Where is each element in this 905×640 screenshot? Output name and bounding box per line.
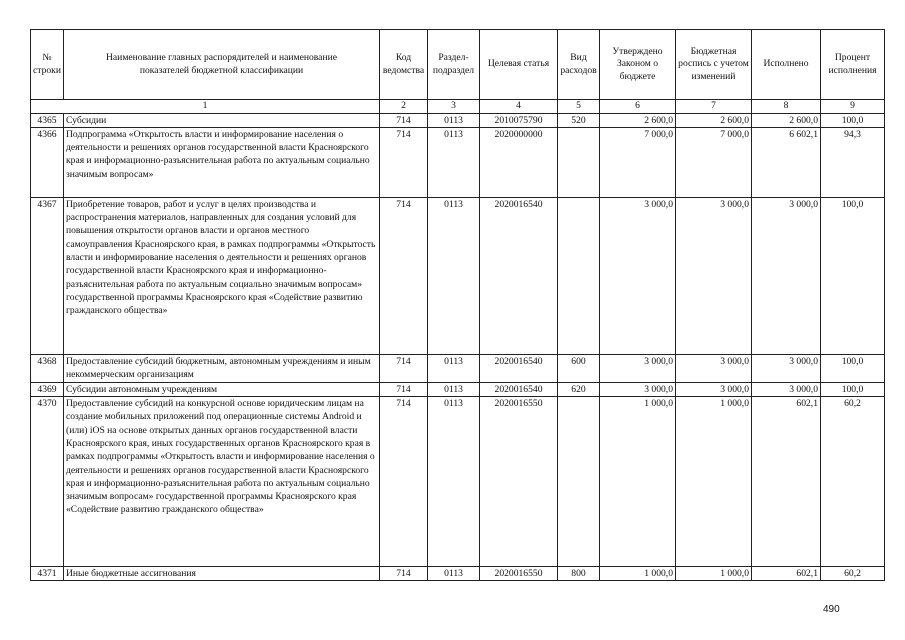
budget-table xyxy=(30,29,885,581)
row-section: 0113 xyxy=(428,354,480,382)
colnum-1: 1 xyxy=(31,100,380,114)
row-name: Подпрограмма «Открытость власти и информирование населения о деятельности и решениях органов государственной власти Красноярского края и информационно-разъяснительная работа по актуальным социально значимым вопросам» xyxy=(64,127,380,197)
row-dept: 714 xyxy=(380,567,428,581)
table-row xyxy=(31,354,885,382)
row-section: 0113 xyxy=(428,113,480,127)
header-name: Наименование главных распорядителей и наименование показателей бюджетной классификации xyxy=(64,30,380,100)
page-number: 490 xyxy=(823,604,840,615)
row-article: 2020016540 xyxy=(480,382,558,396)
row-type: 520 xyxy=(558,113,600,127)
row-type: 600 xyxy=(558,354,600,382)
row-name: Субсидии автономным учреждениям xyxy=(64,382,380,396)
row-article: 2020000000 xyxy=(480,127,558,197)
row-schedule: 3 000,0 xyxy=(676,382,752,396)
table-row xyxy=(31,113,885,127)
header-approved: Утверждено Законом о бюджете xyxy=(600,30,676,100)
row-number: 4365 xyxy=(31,113,64,127)
table-row xyxy=(31,127,885,197)
row-executed: 3 000,0 xyxy=(752,382,821,396)
row-percent: 100,0 xyxy=(821,197,885,354)
row-number: 4368 xyxy=(31,354,64,382)
row-type: 620 xyxy=(558,382,600,396)
row-dept: 714 xyxy=(380,354,428,382)
row-dept: 714 xyxy=(380,113,428,127)
row-article: 2020016550 xyxy=(480,397,558,567)
header-section: Раздел-подраздел xyxy=(428,30,480,100)
row-section: 0113 xyxy=(428,397,480,567)
row-schedule: 1 000,0 xyxy=(676,567,752,581)
header-target-article: Целевая статья xyxy=(480,30,558,100)
row-article: 2020016540 xyxy=(480,354,558,382)
row-article: 2020016540 xyxy=(480,197,558,354)
colnum-4: 4 xyxy=(480,100,558,114)
row-name: Иные бюджетные ассигнования xyxy=(64,567,380,581)
colnum-3: 3 xyxy=(428,100,480,114)
header-dept-code: Код ведомства xyxy=(380,30,428,100)
header-executed: Исполнено xyxy=(752,30,821,100)
row-number: 4366 xyxy=(31,127,64,197)
row-section: 0113 xyxy=(428,382,480,396)
row-article: 2020016550 xyxy=(480,567,558,581)
row-approved: 3 000,0 xyxy=(600,354,676,382)
colnum-7: 7 xyxy=(676,100,752,114)
colnum-6: 6 xyxy=(600,100,676,114)
row-executed: 3 000,0 xyxy=(752,197,821,354)
column-number-row xyxy=(31,100,885,114)
colnum-2: 2 xyxy=(380,100,428,114)
row-executed: 602,1 xyxy=(752,567,821,581)
row-type xyxy=(558,127,600,197)
row-percent: 100,0 xyxy=(821,354,885,382)
header-expense-type: Вид расходов xyxy=(558,30,600,100)
row-schedule: 2 600,0 xyxy=(676,113,752,127)
row-approved: 3 000,0 xyxy=(600,382,676,396)
colnum-8: 8 xyxy=(752,100,821,114)
row-approved: 3 000,0 xyxy=(600,197,676,354)
row-executed: 2 600,0 xyxy=(752,113,821,127)
header-row xyxy=(31,30,885,100)
row-name: Предоставление субсидий на конкурсной основе юридическим лицам на создание мобильных приложений под операционные системы Android и (или) iOS на основе открытых данных органов государственной власти Красноярского края, иных государственных органов Красноярского края в рамках подпрограммы «Открытость власти и информирование населения о деятельности и решениях органов государственной власти Красноярского края и информационно-разъяснительная работа по актуальным социально значимым вопросам» государственной программы Красноярского края «Содействие развитию гражданского общества» xyxy=(64,397,380,567)
row-name: Субсидии xyxy=(64,113,380,127)
row-type xyxy=(558,397,600,567)
row-schedule: 3 000,0 xyxy=(676,354,752,382)
row-dept: 714 xyxy=(380,127,428,197)
row-approved: 2 600,0 xyxy=(600,113,676,127)
row-schedule: 1 000,0 xyxy=(676,397,752,567)
row-type xyxy=(558,197,600,354)
row-dept: 714 xyxy=(380,382,428,396)
colnum-9: 9 xyxy=(821,100,885,114)
row-percent: 100,0 xyxy=(821,382,885,396)
table-row xyxy=(31,567,885,581)
row-percent: 60,2 xyxy=(821,397,885,567)
row-number: 4370 xyxy=(31,397,64,567)
row-approved: 7 000,0 xyxy=(600,127,676,197)
colnum-5: 5 xyxy=(558,100,600,114)
row-article: 2010075790 xyxy=(480,113,558,127)
row-dept: 714 xyxy=(380,197,428,354)
row-name: Приобретение товаров, работ и услуг в целях производства и распространения материалов, направленных для создания условий для повышения открытости органов власти и органов местного самоуправления Красноярского края, в рамках подпрограммы «Открытость власти и информирование населения о деятельности и решениях органов государственной власти Красноярского края и информационно-разъяснительная работа по актуальным социально значимым вопросам» государственной программы Красноярского края «Содействие развитию гражданского общества» xyxy=(64,197,380,354)
row-number: 4367 xyxy=(31,197,64,354)
row-section: 0113 xyxy=(428,127,480,197)
row-schedule: 7 000,0 xyxy=(676,127,752,197)
row-percent: 100,0 xyxy=(821,113,885,127)
row-percent: 94,3 xyxy=(821,127,885,197)
row-executed: 6 602,1 xyxy=(752,127,821,197)
row-section: 0113 xyxy=(428,197,480,354)
header-percent: Процент исполнения xyxy=(821,30,885,100)
row-number: 4369 xyxy=(31,382,64,396)
table-row xyxy=(31,397,885,567)
row-type: 800 xyxy=(558,567,600,581)
row-approved: 1 000,0 xyxy=(600,567,676,581)
row-section: 0113 xyxy=(428,567,480,581)
row-name: Предоставление субсидий бюджетным, автономным учреждениям и иным некоммерческим организациям xyxy=(64,354,380,382)
header-row-number: № строки xyxy=(31,30,64,100)
row-schedule: 3 000,0 xyxy=(676,197,752,354)
row-executed: 3 000,0 xyxy=(752,354,821,382)
header-budget-schedule: Бюджетная роспись с учетом изменений xyxy=(676,30,752,100)
row-executed: 602,1 xyxy=(752,397,821,567)
row-approved: 1 000,0 xyxy=(600,397,676,567)
row-number: 4371 xyxy=(31,567,64,581)
table-row xyxy=(31,382,885,396)
row-dept: 714 xyxy=(380,397,428,567)
table-row xyxy=(31,197,885,354)
row-percent: 60,2 xyxy=(821,567,885,581)
